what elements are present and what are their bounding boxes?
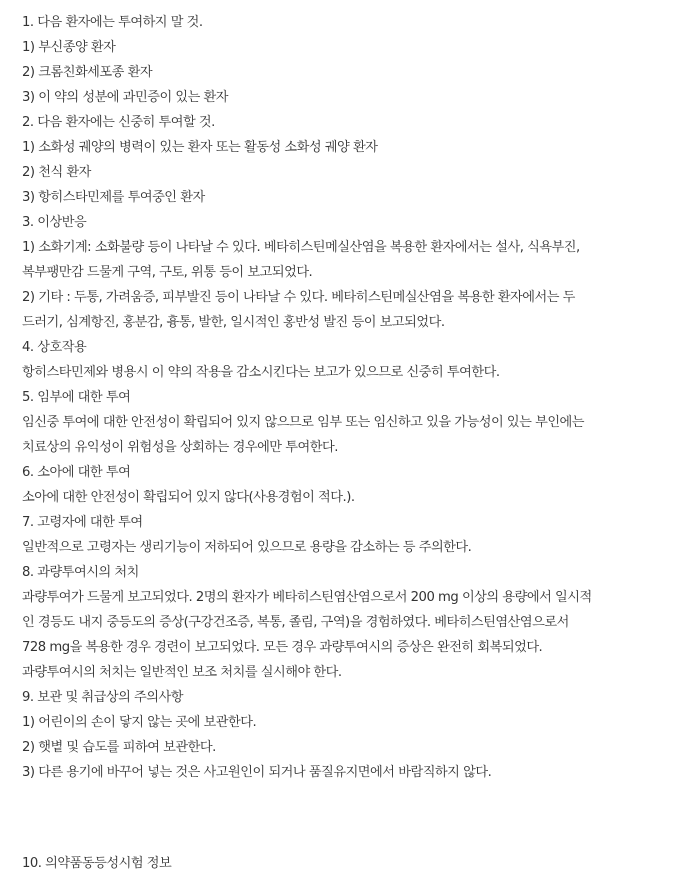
list-item: 2) 햇볕 및 습도를 피하여 보관한다.: [22, 740, 216, 755]
list-item: 3) 다른 용기에 바꾸어 넣는 것은 사고원인이 되거나 품질유지면에서 바람직하지 않다.: [22, 765, 492, 780]
section-9-title: 9. 보관 및 취급상의 주의사항: [22, 690, 183, 705]
section-1-title: 1. 다음 환자에는 투여하지 말 것.: [22, 15, 203, 30]
section-2-title: 2. 다음 환자에는 신중히 투여할 것.: [22, 115, 215, 130]
paragraph-line: 소아에 대한 안전성이 확립되어 있지 않다(사용경험이 적다.).: [22, 490, 355, 505]
paragraph-line: 항히스타민제와 병용시 이 약의 작용을 감소시킨다는 보고가 있으므로 신중히 투여한다.: [22, 365, 500, 380]
paragraph-line: 복부팽만감 드물게 구역, 구토, 위통 등이 보고되었다.: [22, 265, 313, 280]
section-4-title: 4. 상호작용: [22, 340, 87, 355]
paragraph-line: 치료상의 유익성이 위험성을 상회하는 경우에만 투여한다.: [22, 440, 338, 455]
paragraph-line: 2) 기타 : 두통, 가려움증, 피부발진 등이 나타날 수 있다. 베타히스틴메실산염을 복용한 환자에서는 두: [22, 290, 575, 305]
paragraph-line: 드러기, 심계항진, 홍분감, 흉통, 발한, 일시적인 홍반성 발진 등이 보고되었다.: [22, 315, 445, 330]
paragraph-line: 1) 소화기계: 소화불량 등이 나타날 수 있다. 베타히스틴메실산염을 복용한 환자에서는 설사, 식욕부진,: [22, 240, 580, 255]
section-10-title: 10. 의약품동등성시험 정보: [22, 856, 172, 871]
list-item: 2) 천식 환자: [22, 165, 91, 180]
section-7-title: 7. 고령자에 대한 투여: [22, 515, 143, 530]
list-item: 1) 부신종양 환자: [22, 40, 116, 55]
section-5-title: 5. 임부에 대한 투여: [22, 390, 131, 405]
list-item: 1) 소화성 궤양의 병력이 있는 환자 또는 활동성 소화성 궤양 환자: [22, 140, 378, 155]
list-item: 1) 어린이의 손이 닿지 않는 곳에 보관한다.: [22, 715, 257, 730]
paragraph-line: 728 mg을 복용한 경우 경련이 보고되었다. 모든 경우 과량투여시의 증상은 완전히 회복되었다.: [22, 640, 543, 655]
drug-precautions-document: [22, 10, 682, 876]
list-item: 3) 이 약의 성분에 과민증이 있는 환자: [22, 90, 229, 105]
list-item: 3) 항히스타민제를 투여중인 환자: [22, 190, 205, 205]
list-item: 2) 크롬친화세포종 환자: [22, 65, 153, 80]
blank-space: [22, 785, 682, 851]
section-3-title: 3. 이상반응: [22, 215, 87, 230]
paragraph-line: 과량투여가 드물게 보고되었다. 2명의 환자가 베타히스틴염산염으로서 200 mg 이상의 용량에서 일시적: [22, 590, 592, 605]
paragraph-line: 인 경등도 내지 중등도의 증상(구강건조증, 복통, 졸림, 구역)을 경험하였다. 베타히스틴염산염으로서: [22, 615, 569, 630]
section-8-title: 8. 과량투여시의 처치: [22, 565, 139, 580]
paragraph-line: 과량투여시의 처치는 일반적인 보조 처치를 실시해야 한다.: [22, 665, 342, 680]
paragraph-line: 임신중 투여에 대한 안전성이 확립되어 있지 않으므로 임부 또는 임신하고 있을 가능성이 있는 부인에는: [22, 415, 585, 430]
paragraph-line: 일반적으로 고령자는 생리기능이 저하되어 있으므로 용량을 감소하는 등 주의한다.: [22, 540, 472, 555]
section-6-title: 6. 소아에 대한 투여: [22, 465, 131, 480]
